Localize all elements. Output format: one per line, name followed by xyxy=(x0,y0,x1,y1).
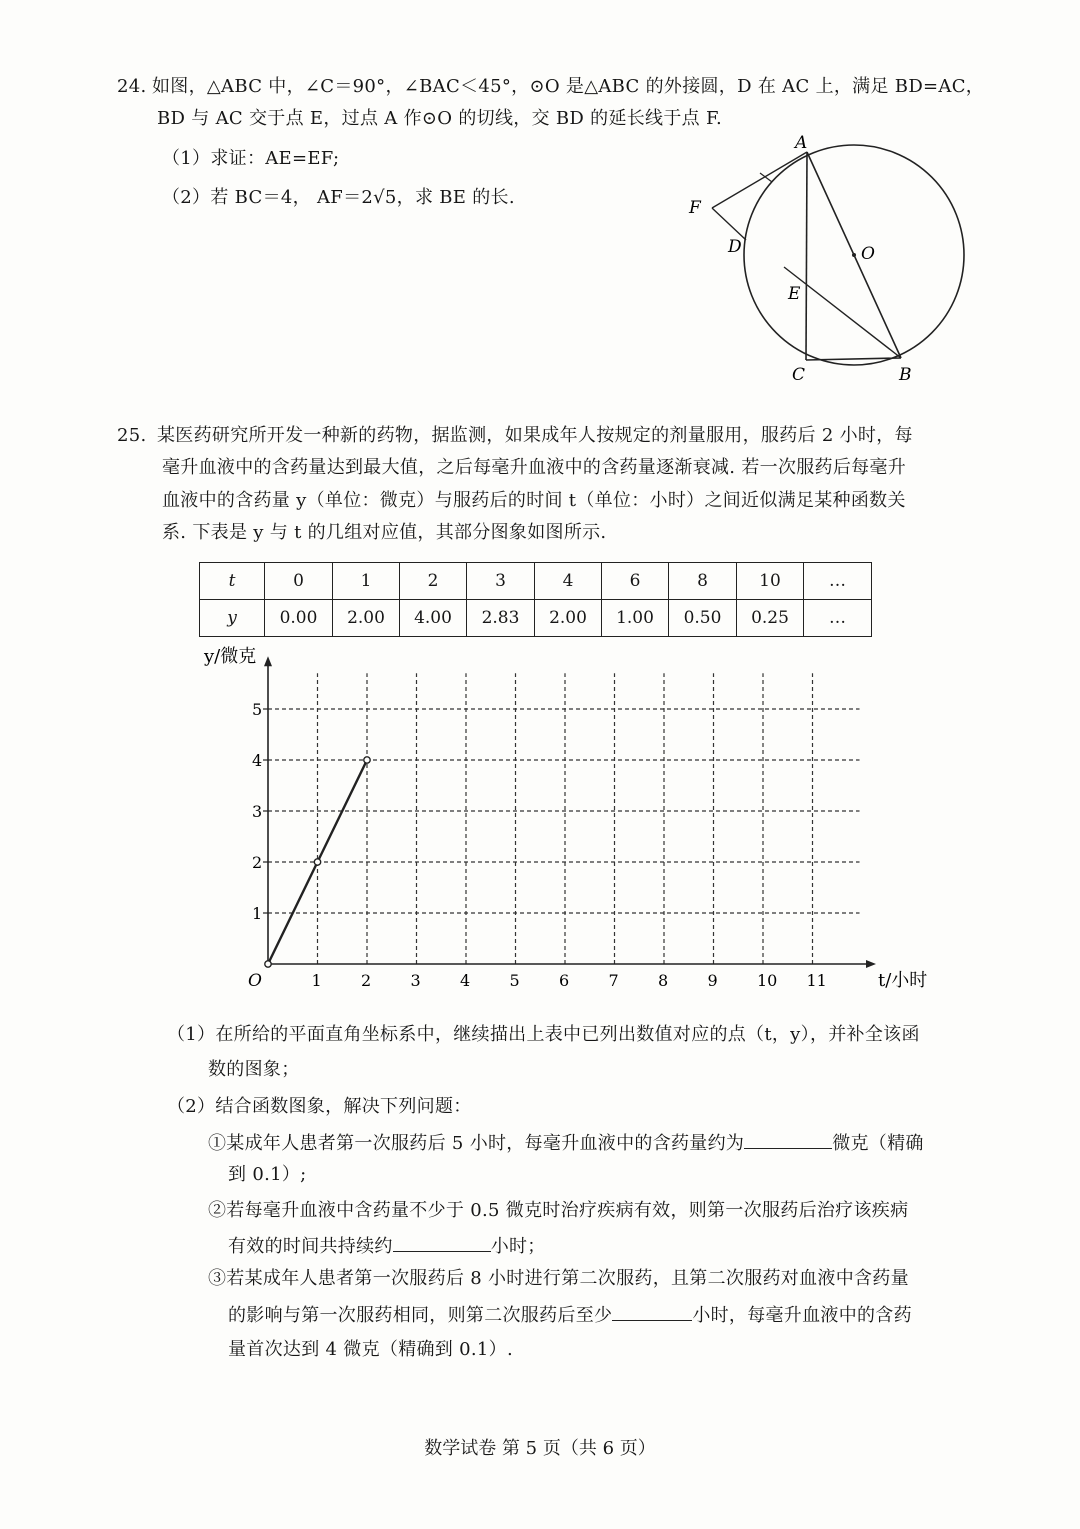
table-cell: 10 xyxy=(737,563,804,600)
q25-stem-line2: 毫升血液中的含药量达到最大值，之后每毫升血液中的含药量逐渐衰减. 若一次服药后每毫升 xyxy=(162,457,907,478)
y-axis-label: y/微克 xyxy=(204,646,257,668)
q24-stem-line1: 如图，△ABC 中，∠C＝90°，∠BAC＜45°，⊙O 是△ABC 的外接圆，D 在 AC 上，满足 BD=AC， xyxy=(152,76,985,97)
data-point xyxy=(364,757,370,763)
table-cell: 6 xyxy=(602,563,669,600)
table-row-y xyxy=(200,600,872,637)
point-o xyxy=(852,253,856,257)
q25-sub3-line2 xyxy=(228,1302,912,1328)
x-tick-label: 8 xyxy=(658,971,669,990)
label-f: F xyxy=(689,198,701,218)
x-tick-label: 1 xyxy=(311,971,322,990)
y-tick-label: 2 xyxy=(252,853,263,872)
y-tick-label: 1 xyxy=(252,904,263,923)
q25-sub1-text-a: ①某成年人患者第一次服药后 5 小时，每毫升血液中的含药量约为 xyxy=(208,1133,745,1154)
y-tick-label: 3 xyxy=(252,802,263,821)
q25-part1-line1: （1）在所给的平面直角坐标系中，继续描出上表中已列出数值对应的点（t，y），并补全该函 xyxy=(167,1024,920,1045)
q25-part2: （2）结合函数图象，解决下列问题： xyxy=(167,1096,472,1117)
q25-number: 25. xyxy=(117,425,147,446)
table-row-t xyxy=(200,563,872,600)
table-cell: 0.00 xyxy=(265,600,333,637)
table-cell: 3 xyxy=(467,563,535,600)
table-cell: … xyxy=(804,600,872,637)
table-cell: 1.00 xyxy=(602,600,669,637)
segment-bd xyxy=(784,267,901,358)
label-c: C xyxy=(792,365,806,385)
q25-sub1-text-b: 微克（精确 xyxy=(832,1133,924,1154)
label-a: A xyxy=(795,133,808,153)
table-cell: 0.25 xyxy=(737,600,804,637)
q25-sub2-text-b: 有效的时间共持续约 xyxy=(228,1236,393,1257)
segment-ac xyxy=(806,152,807,360)
q25-sub2-text-c: 小时； xyxy=(490,1236,546,1257)
data-point xyxy=(314,859,320,865)
q24-part2: （2）若 BC＝4， AF＝2√5，求 BE 的长. xyxy=(162,187,515,208)
label-b: B xyxy=(899,365,912,385)
q25-stem-line3: 血液中的含药量 y（单位：微克）与服药后的时间 t（单位：小时）之间近似满足某种函数关 xyxy=(162,490,906,511)
q25-sub2-line2 xyxy=(228,1233,546,1259)
q24-part1: （1）求证：AE=EF; xyxy=(162,148,340,169)
table-cell: 2.83 xyxy=(467,600,535,637)
coordinate-chart xyxy=(190,646,928,1000)
q25-sub2-line1: ②若每毫升血液中含药量不少于 0.5 微克时治疗疾病有效，则第一次服药后治疗该疾病 xyxy=(208,1200,909,1221)
x-tick-label: 11 xyxy=(806,971,827,990)
q24-stem-line2: BD 与 AC 交于点 E，过点 A 作⊙O 的切线，交 BD 的延长线于点 F. xyxy=(157,108,722,129)
page-footer: 数学试卷 第 5 页（共 6 页） xyxy=(424,1438,656,1459)
answer-blank-2[interactable] xyxy=(393,1233,491,1252)
q25-stem-line4: 系. 下表是 y 与 t 的几组对应值，其部分图象如图所示. xyxy=(162,522,607,543)
q25-sub3-line1: ③若某成年人患者第一次服药后 8 小时进行第二次服药，且第二次服药对血液中含药量 xyxy=(208,1268,909,1289)
x-axis-arrow xyxy=(866,960,876,968)
q25-part1-line2: 数的图象； xyxy=(208,1059,300,1080)
table-cell: 4 xyxy=(535,563,602,600)
table-header-t: t xyxy=(200,563,265,600)
x-tick-label: 4 xyxy=(460,971,471,990)
data-point xyxy=(265,961,271,967)
table-cell: 4.00 xyxy=(400,600,467,637)
table-cell: 0.50 xyxy=(669,600,737,637)
q25-sub3-text-c: 小时，每毫升血液中的含药 xyxy=(692,1305,912,1326)
table-cell: 2.00 xyxy=(333,600,400,637)
y-axis-arrow xyxy=(264,656,272,666)
answer-blank-1[interactable] xyxy=(744,1130,832,1149)
q24-geometry-figure xyxy=(680,130,980,390)
table-cell: 2.00 xyxy=(535,600,602,637)
q25-sub3-line3: 量首次达到 4 微克（精确到 0.1）. xyxy=(228,1339,513,1360)
table-cell: … xyxy=(804,563,872,600)
segment-fd xyxy=(712,208,746,240)
table-cell: 2 xyxy=(400,563,467,600)
q25-sub1-line1 xyxy=(208,1130,924,1156)
x-tick-label: 5 xyxy=(509,971,520,990)
table-header-y: y xyxy=(200,600,265,637)
table-cell: 8 xyxy=(669,563,737,600)
x-tick-label: 2 xyxy=(361,971,372,990)
y-tick-label: 4 xyxy=(252,751,263,770)
q24-number: 24. xyxy=(117,76,147,97)
x-tick-label: 3 xyxy=(410,971,421,990)
x-axis-label: t/小时 xyxy=(878,970,928,991)
label-o: O xyxy=(861,244,875,264)
x-tick-label: 6 xyxy=(559,971,570,990)
q25-sub1-line2: 到 0.1）; xyxy=(228,1164,307,1185)
q25-sub3-text-b: 的影响与第一次服药相同，则第二次服药后至少 xyxy=(228,1305,613,1326)
y-tick-label: 5 xyxy=(252,700,263,719)
label-e: E xyxy=(788,284,801,304)
origin-label: O xyxy=(248,971,262,991)
x-tick-label: 10 xyxy=(757,971,778,990)
x-tick-label: 9 xyxy=(707,971,718,990)
x-tick-label: 7 xyxy=(608,971,619,990)
answer-blank-3[interactable] xyxy=(612,1302,692,1321)
table-cell: 0 xyxy=(265,563,333,600)
q25-stem-line1: 某医药研究所开发一种新的药物，据监测，如果成年人按规定的剂量服用，服药后 2 小时，每 xyxy=(157,425,913,446)
table-cell: 1 xyxy=(333,563,400,600)
values-table xyxy=(199,562,872,637)
label-d: D xyxy=(728,237,742,257)
